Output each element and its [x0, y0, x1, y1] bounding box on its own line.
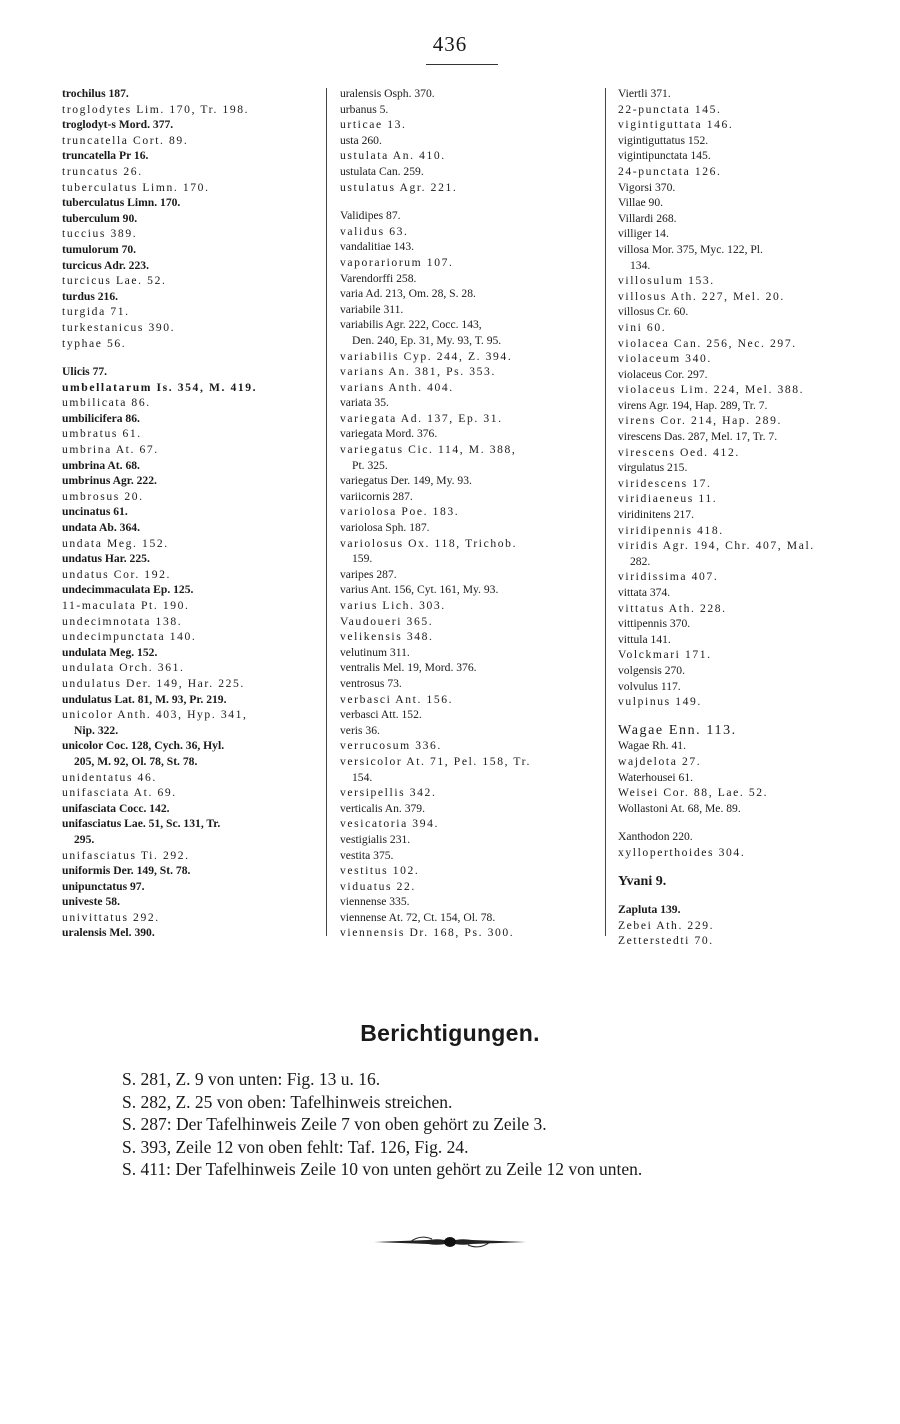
index-entry: tuberculatus Limn. 170. — [62, 196, 181, 210]
index-entry: univittatus 292. — [62, 910, 160, 924]
index-entry: tumulorum 70. — [62, 242, 137, 256]
index-entry: Volckmari 171. — [618, 648, 712, 662]
index-entry: univeste 58. — [62, 895, 120, 909]
index-entry: truncatella Pr 16. — [62, 149, 149, 163]
index-entry: uncinatus 61. — [62, 505, 128, 519]
index-entry: variolosus Ox. 118, Trichob. — [340, 536, 518, 550]
index-entry: virescens Das. 287, Mel. 17, Tr. 7. — [618, 430, 778, 444]
index-entry: uniformis Der. 149, St. 78. — [62, 864, 191, 878]
index-entry: variegata Mord. 376. — [340, 427, 438, 441]
index-entry: verbasci Att. 152. — [340, 708, 422, 722]
index-entry: versicolor At. 71, Pel. 158, Tr. — [340, 754, 531, 768]
index-entry: vittipennis 370. — [618, 617, 691, 631]
index-entry: villosus Ath. 227, Mel. 20. — [618, 289, 785, 303]
index-entry: undulatus Der. 149, Har. 225. — [62, 676, 245, 690]
index-entry: unicolor Anth. 403, Hyp. 341, — [62, 708, 248, 722]
index-entry-continuation: 295. — [74, 832, 95, 846]
index-entry: wajdelota 27. — [618, 754, 702, 768]
corrections-list — [122, 1068, 882, 1181]
index-entry: viridinitens 217. — [618, 508, 694, 522]
index-entry: velikensis 348. — [340, 630, 434, 644]
index-entry: vulpinus 149. — [618, 695, 702, 709]
index-entry: unipunctatus 97. — [62, 879, 145, 893]
index-entry: virens Agr. 194, Hap. 289, Tr. 7. — [618, 398, 768, 412]
index-entry: undulatus Lat. 81, M. 93, Pr. 219. — [62, 692, 227, 706]
index-entry: unifasciata At. 69. — [62, 786, 177, 800]
index-entry: Villae 90. — [618, 196, 664, 210]
index-entry: velutinum 311. — [340, 645, 410, 659]
index-entry: turgida 71. — [62, 305, 130, 319]
index-entry: verrucosum 336. — [340, 739, 442, 753]
index-entry: verticalis An. 379. — [340, 801, 426, 815]
index-entry: tuccius 389. — [62, 227, 138, 241]
index-entry: variegatus Der. 149, My. 93. — [340, 474, 472, 488]
index-entry: variegatus Cic. 114, M. 388, — [340, 443, 517, 457]
index-entry: tuberculatus Limn. 170. — [62, 180, 210, 194]
index-entry: Vaudoueri 365. — [340, 614, 434, 628]
index-entry: variegata Ad. 137, Ep. 31. — [340, 411, 503, 425]
index-entry: veris 36. — [340, 723, 380, 737]
index-entry: variabilis Agr. 222, Cocc. 143, — [340, 318, 482, 332]
header-rule — [426, 64, 498, 65]
index-entry: vittatus Ath. 228. — [618, 601, 727, 615]
index-entry: umbrosus 20. — [62, 489, 144, 503]
index-entry: viduatus 22. — [340, 879, 416, 893]
index-entry: umbrina At. 68. — [62, 458, 140, 472]
index-entry: versipellis 342. — [340, 786, 437, 800]
index-entry: Viertli 371. — [618, 87, 671, 100]
index-entry: violaceus Lim. 224, Mel. 388. — [618, 383, 805, 397]
index-entry: viridissima 407. — [618, 570, 719, 584]
index-column-1 — [62, 86, 318, 941]
index-entry: troglodytes Lim. 170, Tr. 198. — [62, 102, 250, 116]
index-entry: ustulata An. 410. — [340, 149, 446, 163]
index-entry: vigintipunctata 145. — [618, 149, 711, 163]
index-entry: variolosa Sph. 187. — [340, 521, 430, 535]
index-entry: undatus Har. 225. — [62, 552, 150, 566]
index-entry: urticae 13. — [340, 118, 407, 132]
index-entry: usta 260. — [340, 133, 382, 147]
index-entry: Villardi 268. — [618, 211, 677, 225]
index-entry: villosa Mor. 375, Myc. 122, Pl. — [618, 242, 763, 256]
column-divider — [605, 88, 606, 936]
index-entry: uralensis Mel. 390. — [62, 926, 155, 940]
index-entry-continuation: 282. — [630, 554, 651, 568]
index-entry: vini 60. — [618, 320, 667, 334]
index-entry: virgulatus 215. — [618, 461, 688, 475]
index-entry: umbrinus Agr. 222. — [62, 474, 157, 488]
index-entry: vittata 374. — [618, 586, 671, 599]
index-entry: Vigorsi 370. — [618, 180, 676, 194]
index-entry: vestita 375. — [340, 848, 394, 862]
index-entry: villosus Cr. 60. — [618, 305, 689, 319]
index-entry: unifasciatus Lae. 51, Sc. 131, Tr. — [62, 817, 221, 831]
index-entry: 11-maculata Pt. 190. — [62, 599, 190, 612]
index-entry: variabile 311. — [340, 302, 404, 316]
index-gap — [340, 195, 600, 208]
index-entry: viridescens 17. — [618, 476, 712, 490]
index-gap — [618, 889, 878, 902]
index-entry: undata Meg. 152. — [62, 536, 169, 550]
index-entry: varipes 287. — [340, 567, 397, 581]
index-entry: Ulicis 77. — [62, 365, 108, 379]
index-entry: undulata Orch. 361. — [62, 661, 185, 675]
index-entry: Waterhousei 61. — [618, 770, 694, 784]
index-entry: viennensis Dr. 168, Ps. 300. — [340, 926, 515, 940]
index-entry: vandalitiae 143. — [340, 240, 415, 254]
index-gap — [618, 861, 878, 874]
index-entry: ustulata Can. 259. — [340, 164, 424, 178]
index-entry: ustulatus Agr. 221. — [340, 180, 458, 194]
index-entry: varia Ad. 213, Om. 28, S. 28. — [340, 287, 476, 301]
index-entry: Xanthodon 220. — [618, 830, 693, 844]
index-entry: Zebei Ath. 229. — [618, 918, 715, 932]
index-entry: varians Anth. 404. — [340, 380, 454, 394]
index-entry: viridis Agr. 194, Chr. 407, Mal. — [618, 539, 815, 553]
index-entry: vittula 141. — [618, 632, 671, 646]
index-entry: typhae 56. — [62, 336, 127, 350]
index-entry: variabilis Cyp. 244, Z. 394. — [340, 349, 513, 363]
index-entry: turdus 216. — [62, 289, 119, 303]
index-entry: violaceus Cor. 297. — [618, 367, 708, 381]
index-entry: virens Cor. 214, Hap. 289. — [618, 414, 782, 428]
index-entry-continuation: Nip. 322. — [74, 723, 119, 737]
index-entry: xylloperthoides 304. — [618, 845, 746, 859]
index-entry: unifasciata Cocc. 142. — [62, 801, 170, 815]
index-entry: vesicatoria 394. — [340, 817, 440, 831]
index-entry: variata 35. — [340, 396, 389, 410]
index-gap — [618, 710, 878, 723]
index-entry: villiger 14. — [618, 227, 669, 241]
index-entry: Validipes 87. — [340, 209, 401, 223]
index-entry: volgensis 270. — [618, 663, 685, 677]
index-entry: Yvani 9. — [618, 873, 667, 889]
index-entry: verbasci Ant. 156. — [340, 692, 454, 706]
index-entry: varius Ant. 156, Cyt. 161, My. 93. — [340, 583, 499, 597]
index-entry: ventrosus 73. — [340, 676, 402, 690]
index-entry-continuation: Pt. 325. — [352, 458, 388, 472]
index-entry: viennense At. 72, Ct. 154, Ol. 78. — [340, 910, 496, 924]
index-entry-continuation: 205, M. 92, Ol. 78, St. 78. — [74, 754, 198, 768]
index-entry: turkestanicus 390. — [62, 320, 176, 334]
index-entry: vigintiguttata 146. — [618, 118, 734, 132]
index-entry: villosulum 153. — [618, 274, 715, 288]
column-divider — [326, 88, 327, 936]
index-entry: varius Lich. 303. — [340, 599, 446, 612]
index-entry: virescens Oed. 412. — [618, 445, 740, 459]
index-entry: uralensis Osph. 370. — [340, 87, 435, 100]
index-entry: ventralis Mel. 19, Mord. 376. — [340, 661, 477, 675]
index-entry: Wollastoni At. 68, Me. 89. — [618, 801, 741, 815]
index-entry: umbellatarum Is. 354, M. 419. — [62, 380, 258, 394]
index-entry-continuation: 154. — [352, 770, 373, 784]
index-entry: 24-punctata 126. — [618, 164, 722, 178]
index-entry: Weisei Cor. 88, Lae. 52. — [618, 786, 769, 800]
index-entry: variicornis 287. — [340, 489, 413, 503]
index-entry: undecimnotata 138. — [62, 614, 183, 628]
page-number: 436 — [432, 32, 468, 56]
index-gap — [618, 816, 878, 829]
index-entry: vestigialis 231. — [340, 832, 411, 846]
index-column-3 — [618, 86, 878, 949]
index-columns — [62, 86, 882, 946]
index-entry: validus 63. — [340, 224, 409, 238]
index-entry: undecimpunctata 140. — [62, 630, 197, 644]
index-entry: volvulus 117. — [618, 679, 681, 693]
index-entry: violaceum 340. — [618, 352, 712, 366]
index-entry: undata Ab. 364. — [62, 521, 140, 535]
correction-line: S. 393, Zeile 12 von oben fehlt: Taf. 126, Fig. 24. — [122, 1136, 469, 1157]
index-entry: troglodyt-s Mord. 377. — [62, 118, 174, 132]
index-column-2 — [340, 86, 600, 941]
index-entry: umbrina At. 67. — [62, 443, 159, 457]
index-entry: unicolor Coc. 128, Cych. 36, Hyl. — [62, 739, 225, 753]
index-entry: turcicus Lae. 52. — [62, 274, 167, 288]
correction-line: S. 287: Der Tafelhinweis Zeile 7 von oben gehört zu Zeile 3. — [122, 1114, 547, 1134]
index-entry: undulata Meg. 152. — [62, 645, 158, 659]
index-entry: unidentatus 46. — [62, 770, 157, 784]
index-entry: urbanus 5. — [340, 102, 389, 116]
index-entry: truncatella Cort. 89. — [62, 133, 189, 147]
index-entry: vaporariorum 107. — [340, 255, 454, 269]
index-entry: variolosa Poe. 183. — [340, 505, 460, 519]
index-entry: unifasciatus Ti. 292. — [62, 848, 190, 862]
index-entry: undatus Cor. 192. — [62, 567, 172, 581]
correction-line: S. 411: Der Tafelhinweis Zeile 10 von unten gehört zu Zeile 12 von unten. — [122, 1159, 643, 1179]
index-entry-continuation: 159. — [352, 552, 373, 566]
index-entry: Zetterstedti 70. — [618, 934, 714, 948]
index-entry: Wagae Rh. 41. — [618, 739, 686, 753]
corrections-title: Berichtigungen. — [360, 1020, 540, 1046]
correction-line: S. 281, Z. 9 von unten: Fig. 13 u. 16. — [122, 1069, 381, 1089]
index-entry: 22-punctata 145. — [618, 102, 722, 116]
index-entry: tuberculum 90. — [62, 211, 138, 225]
index-entry: truncatus 26. — [62, 164, 143, 178]
index-entry: umbratus 61. — [62, 427, 142, 441]
index-entry-continuation: 134. — [630, 258, 651, 272]
index-entry: trochilus 187. — [62, 87, 129, 100]
index-entry: undecimmaculata Ep. 125. — [62, 583, 194, 597]
index-entry: vigintiguttatus 152. — [618, 133, 709, 147]
index-entry: viennense 335. — [340, 895, 410, 909]
index-entry: varians An. 381, Ps. 353. — [340, 365, 496, 379]
index-gap — [62, 351, 318, 364]
correction-line: S. 282, Z. 25 von oben: Tafelhinweis streichen. — [122, 1091, 453, 1112]
index-entry: umbilicifera 86. — [62, 411, 140, 425]
scroll-ornament-icon — [370, 1230, 530, 1254]
index-entry: violacea Can. 256, Nec. 297. — [618, 336, 797, 350]
index-entry: turcicus Adr. 223. — [62, 258, 149, 272]
index-entry: Wagae Enn. 113. — [618, 722, 737, 738]
index-entry: Zapluta 139. — [618, 903, 681, 917]
index-entry: viridipennis 418. — [618, 523, 724, 537]
index-entry: Varendorffi 258. — [340, 271, 417, 285]
index-entry-continuation: Den. 240, Ep. 31, My. 93, T. 95. — [352, 333, 502, 347]
index-entry: vestitus 102. — [340, 864, 420, 878]
index-entry: viridiaeneus 11. — [618, 492, 718, 506]
index-entry: umbilicata 86. — [62, 396, 151, 410]
